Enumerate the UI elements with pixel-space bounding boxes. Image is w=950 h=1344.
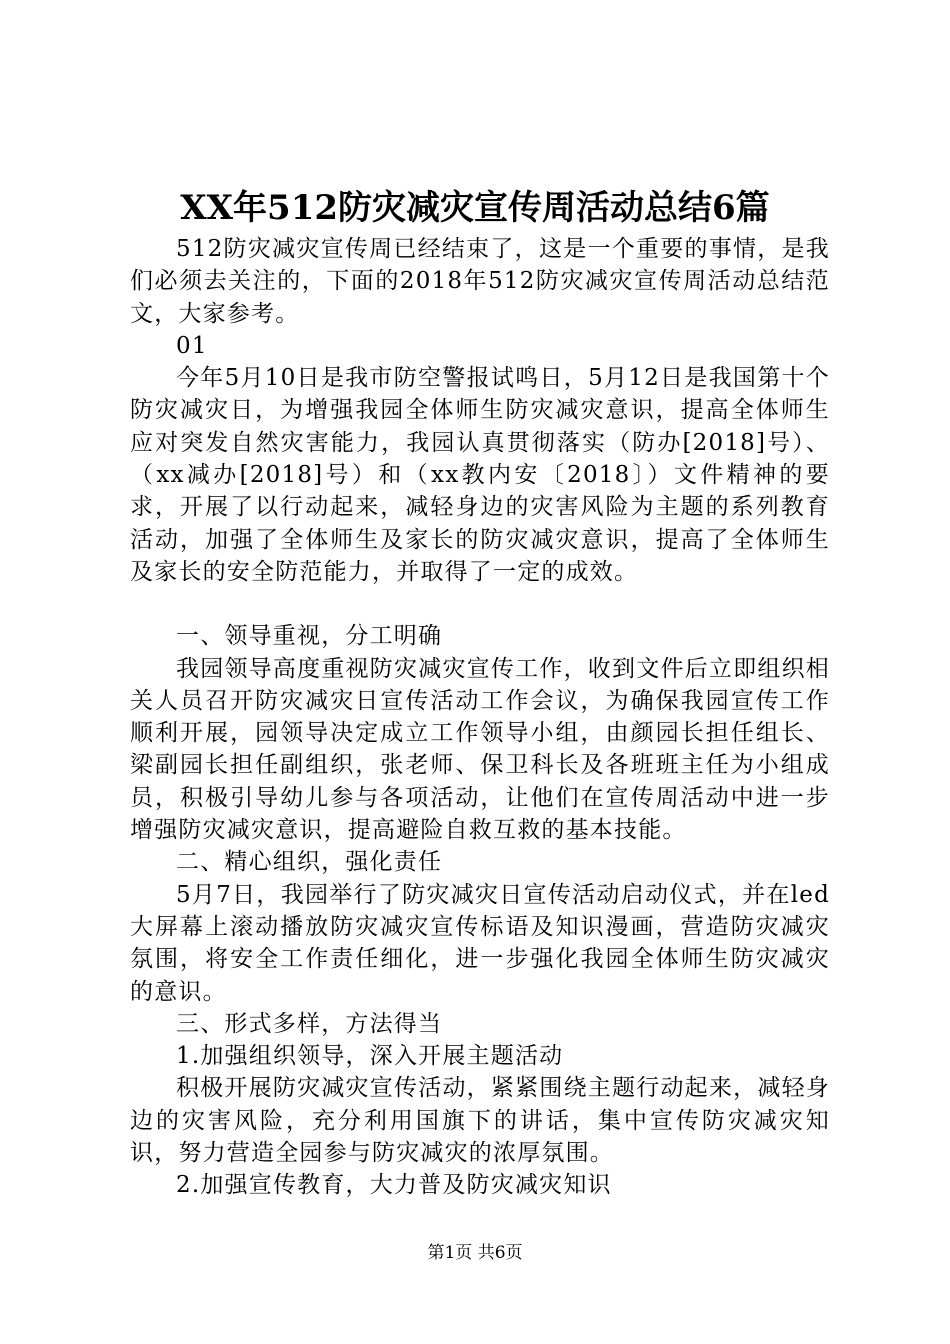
section-heading: 三、形式多样，方法得当 [176, 1010, 443, 1037]
section-heading: 一、领导重视，分工明确 [176, 623, 443, 650]
page-footer: 第1页 共6页 [427, 1243, 523, 1263]
document-body [130, 233, 830, 1202]
body-paragraph: 今年5月10日是我市防空警报试鸣日，5月12日是我国第十个防灾减灾日，为增强我园全体师生防灾减灾意识，提高全体师生应对突发自然灾害能力，我园认真贯彻落实（防办[2018]号）、（xx减办[2018]号）和（xx教内安〔2018〕）文件精神的要求，开展了以行动起来，减轻身边的灾害风险为主题的系列教育活动，加强了全体师生及家长的防灾减灾意识，提高了全体师生及家长的安全防范能力，并取得了一定的成效。 [130, 365, 830, 585]
body-paragraph: 5月7日，我园举行了防灾减灾日宣传活动启动仪式，并在led大屏幕上滚动播放防灾减灾宣传标语及知识漫画，营造防灾减灾氛围，将安全工作责任细化，进一步强化我园全体师生防灾减灾的意识。 [130, 881, 830, 1005]
intro-paragraph: 512防灾减灾宣传周已经结束了，这是一个重要的事情，是我们必须去关注的，下面的2018年512防灾减灾宣传周活动总结范文，大家参考。 [130, 236, 830, 327]
body-paragraph: 我园领导高度重视防灾减灾宣传工作，收到文件后立即组织相关人员召开防灾减灾日宣传活动工作会议，为确保我园宣传工作顺利开展，园领导决定成立工作领导小组，由颜园长担任组长、梁副园长担任副组织，张老师、保卫科长及各班班主任为小组成员，积极引导幼儿参与各项活动，让他们在宣传周活动中进一步增强防灾减灾意识，提高避险自救互救的基本技能。 [130, 655, 830, 844]
body-paragraph: 积极开展防灾减灾宣传活动，紧紧围绕主题行动起来，减轻身边的灾害风险，充分利用国旗下的讲话，集中宣传防灾减灾知识，努力营造全园参与防灾减灾的浓厚氛围。 [130, 1075, 830, 1167]
paragraph-gap [130, 588, 830, 620]
sub-heading: 2.加强宣传教育，大力普及防灾减灾知识 [176, 1172, 612, 1199]
section-number: 01 [176, 332, 208, 359]
document-title: XX年512防灾减灾宣传周活动总结6篇 [180, 188, 770, 228]
section-heading: 二、精心组织，强化责任 [176, 849, 443, 876]
sub-heading: 1.加强组织领导，深入开展主题活动 [176, 1043, 564, 1070]
